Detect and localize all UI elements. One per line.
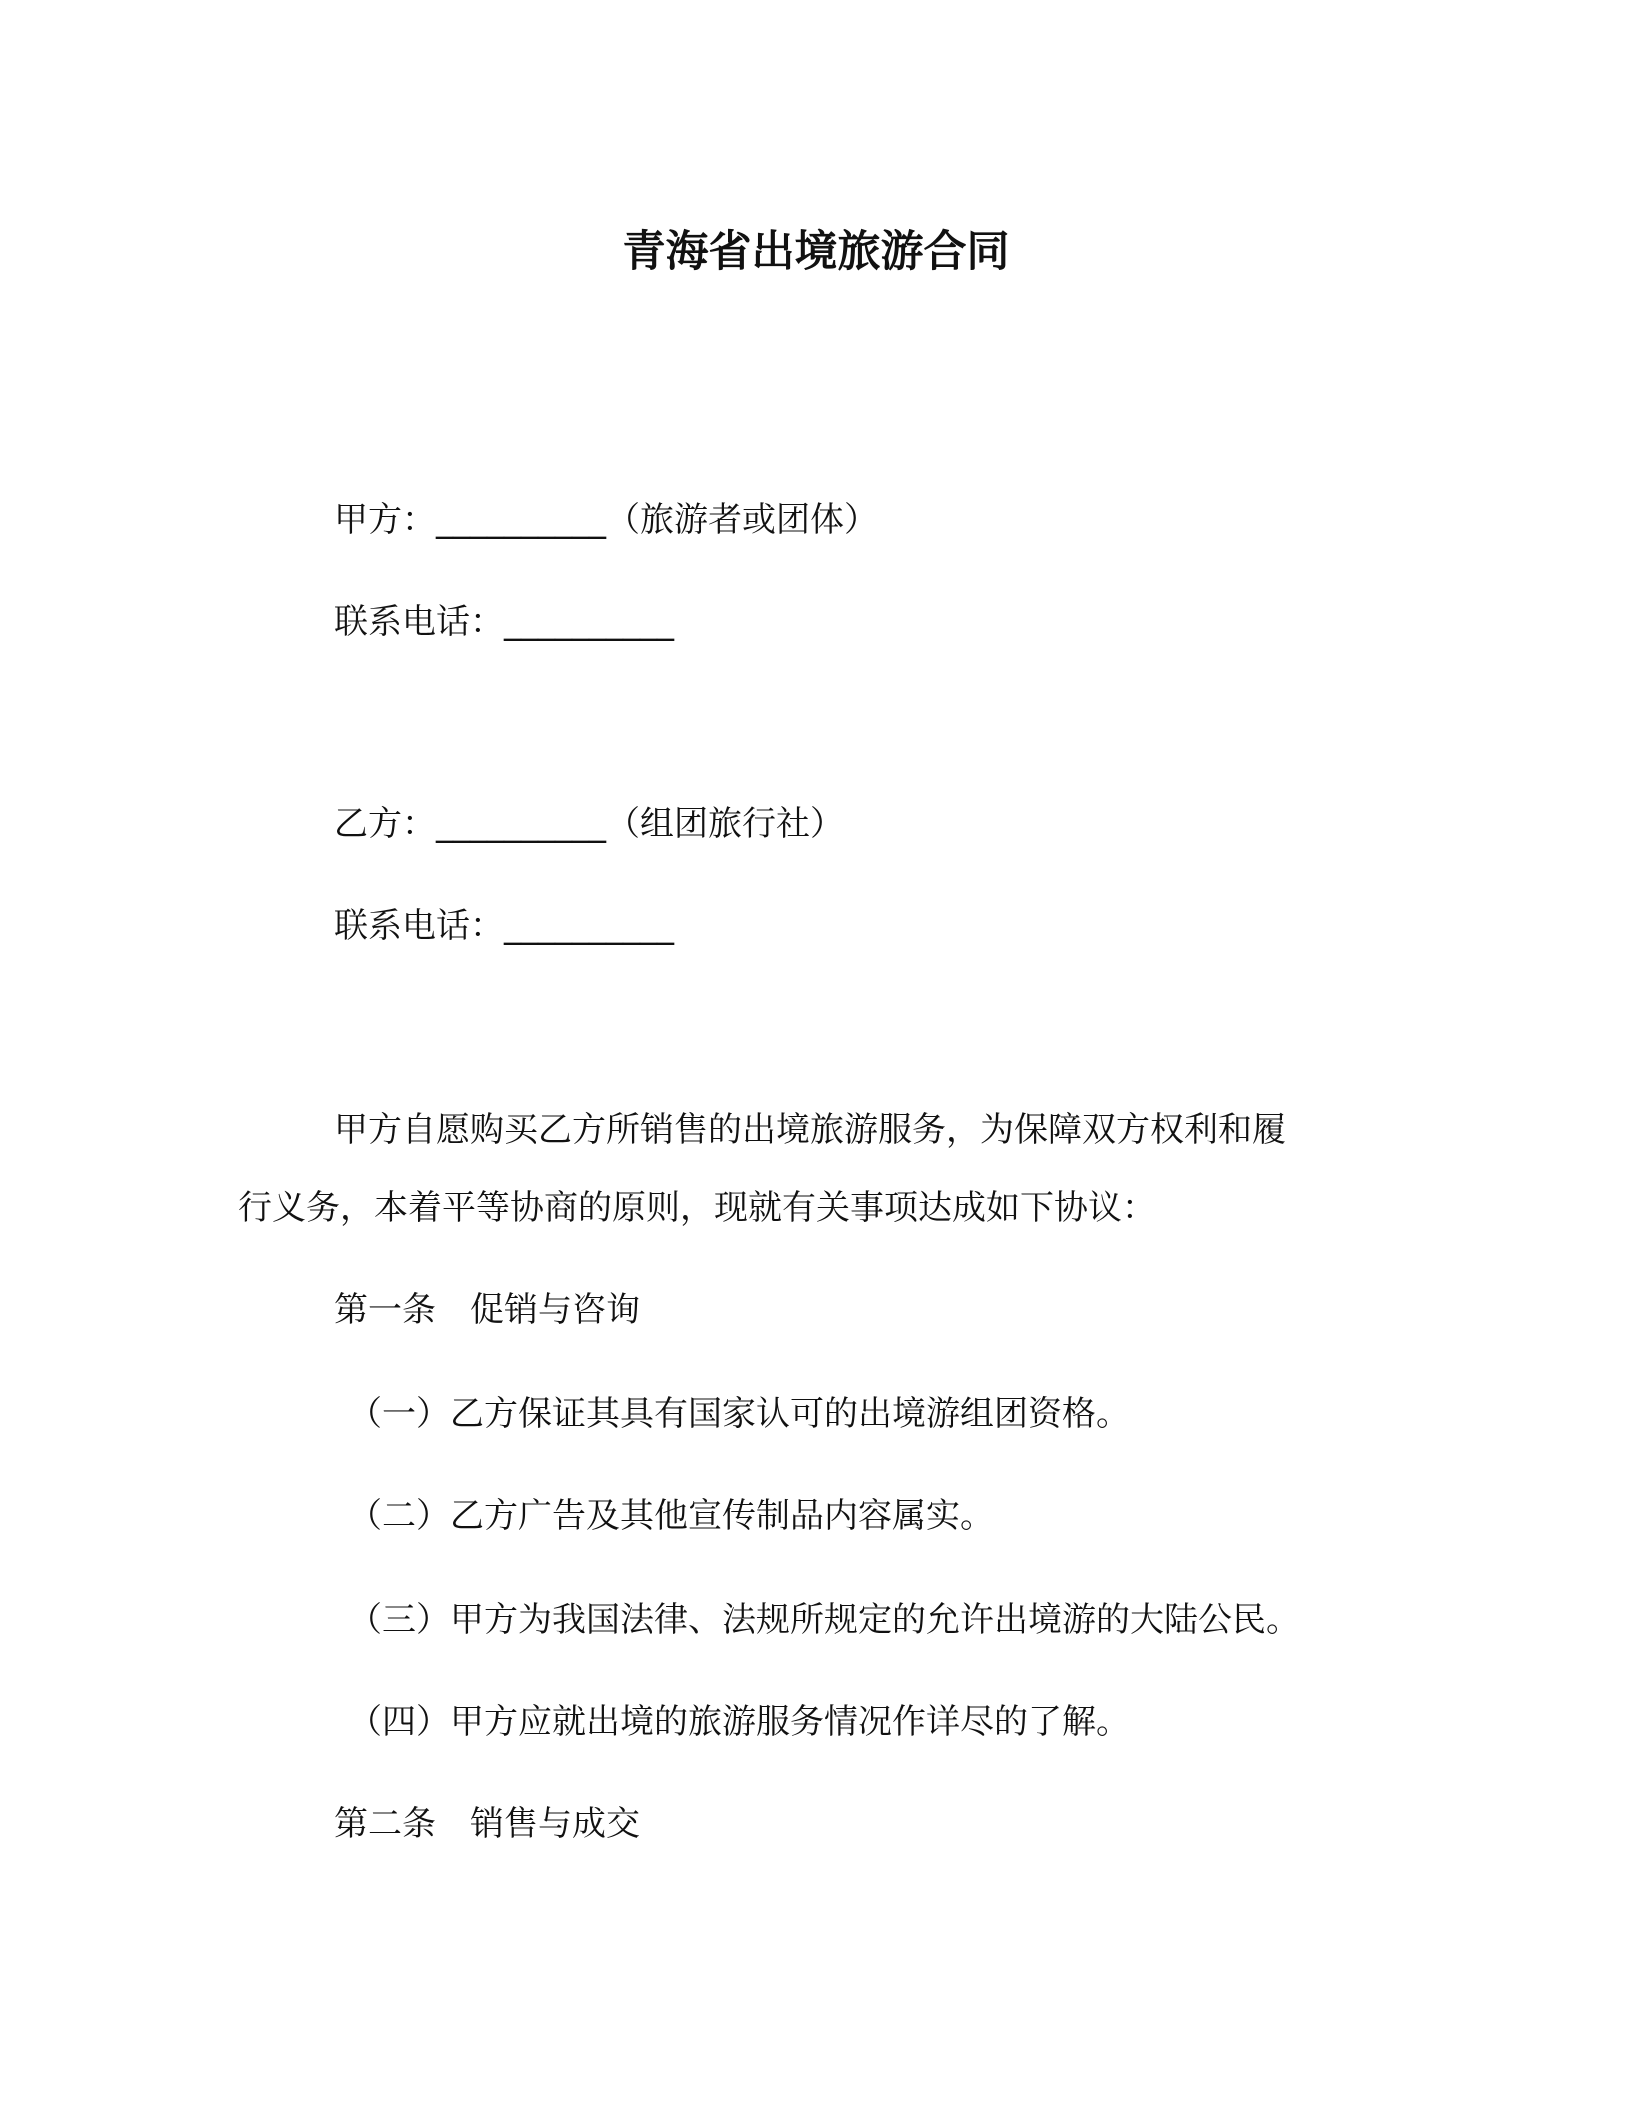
article-2-heading: 第二条 销售与成交 (334, 1804, 640, 1844)
article-1-item: （四）甲方应就出境的旅游服务情况作详尽的了解。 (348, 1702, 1130, 1742)
article-1-heading: 第一条 促销与咨询 (334, 1290, 640, 1330)
article-1-item: （一）乙方保证其具有国家认可的出境游组团资格。 (348, 1394, 1130, 1434)
document-title: 青海省出境旅游合同 (622, 227, 1010, 277)
party-b-line: 乙方：__________（组团旅行社） (334, 804, 844, 844)
preamble-line-2: 行义务，本着平等协商的原则，现就有关事项达成如下协议： (238, 1188, 1156, 1228)
party-a-phone-line: 联系电话：__________ (334, 602, 674, 642)
article-1-item: （三）甲方为我国法律、法规所规定的允许出境游的大陆公民。 (348, 1600, 1300, 1640)
party-a-line: 甲方：__________（旅游者或团体） (334, 500, 878, 540)
article-1-item: （二）乙方广告及其他宣传制品内容属实。 (348, 1496, 994, 1536)
preamble-line-1: 甲方自愿购买乙方所销售的出境旅游服务，为保障双方权利和履 (334, 1110, 1286, 1150)
party-b-phone-line: 联系电话：__________ (334, 906, 674, 946)
